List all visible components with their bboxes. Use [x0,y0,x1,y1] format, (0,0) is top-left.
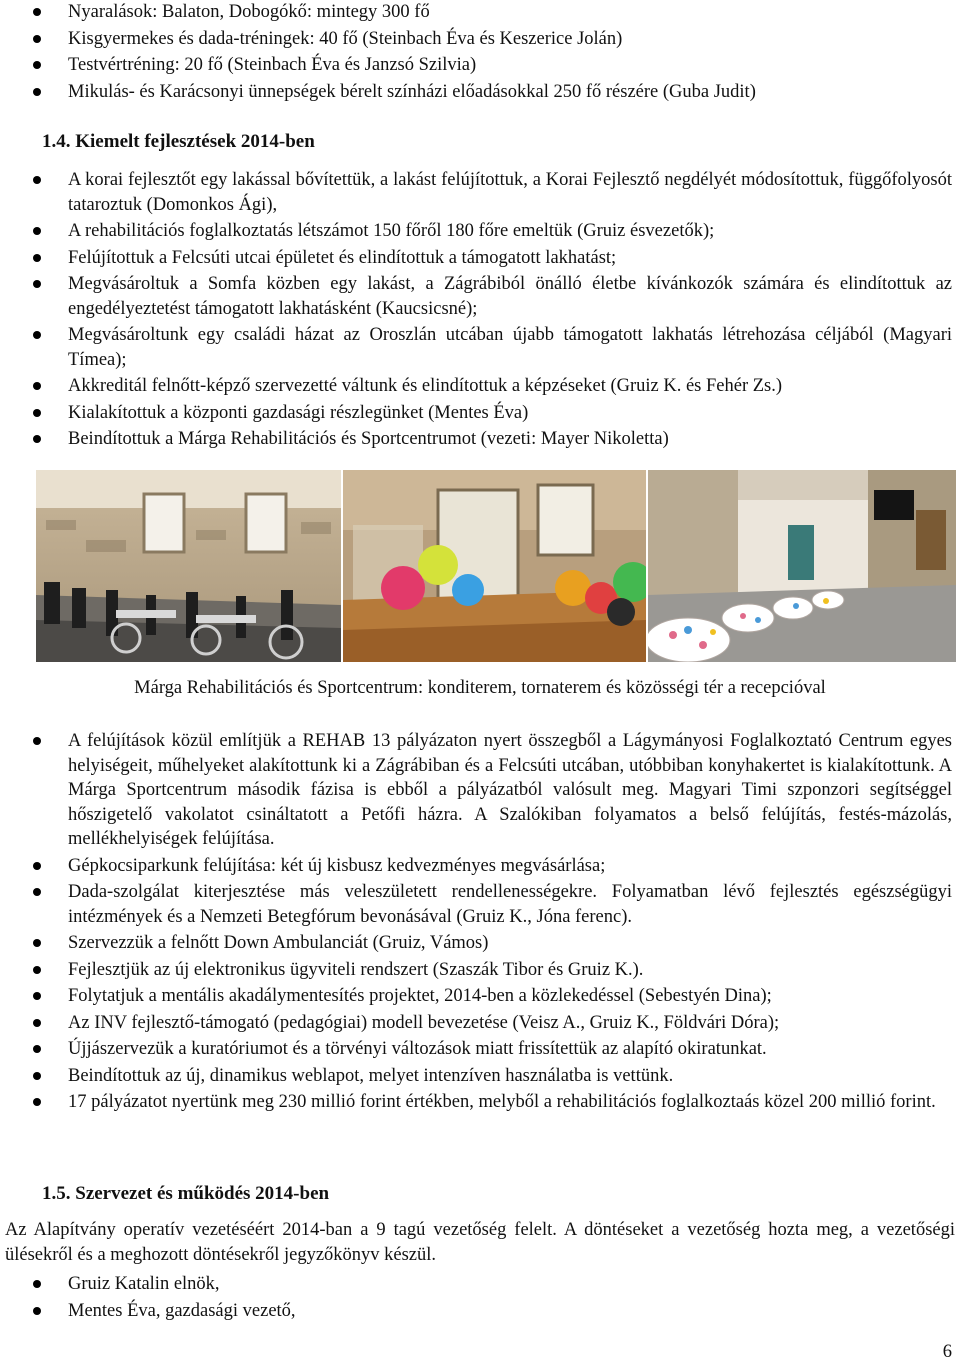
gym-photo [36,470,341,662]
list-item: 17 pályázatot nyertünk meg 230 millió forint értékben, melyből a rehabilitációs foglalkoztaás közel 200 millió forint. [0,1090,960,1115]
list-item: Testvértréning: 20 fő (Steinbach Éva és Janzsó Szilvia) [0,53,960,78]
page-number: 6 [942,1342,952,1362]
list-item: Kisgyermekes és dada-tréningek: 40 fő (Steinbach Éva és Keszerice Jolán) [0,27,960,52]
list-item: A felújítások közül említjük a REHAB 13 pályázaton nyert összegből a Lágymányosi Foglalkoztató Centrum egyes helyiségeit, műhelyeket alakítottunk ki a Zágrábiban és a Felcsúti utcában, utóbbiban konyhakertet is kialakítottunk. A Márga Sportcentrum második fázisa is ebből a pályázatból valósult meg. Magyari Timi szponzori segítséggel hőszigetelő vakolatot csináltatott a Petőfi házra. A Szalókiban folyamatos a belső felújítás, festés-mázolás, mellékhelyiségek felújítása. [0,729,960,852]
photo-strip [36,470,956,662]
section-heading-1-4: 1.4. Kiemelt fejlesztések 2014-ben [42,131,315,152]
list-item: Folytatjuk a mentális akadálymentesítés projektet, 2014-ben a közlekedéssel (Sebestyén Dina); [0,984,960,1009]
section-1-5-bullet-list [0,1272,960,1323]
list-item: Nyaralások: Balaton, Dobogókő: mintegy 300 fő [0,0,960,25]
list-item: Az INV fejlesztő-támogató (pedagógiai) modell bevezetése (Veisz A., Gruiz K., Földvári Dóra); [0,1011,960,1036]
list-item: Fejlesztjük az új elektronikus ügyviteli rendszert (Szaszák Tibor és Gruiz K.). [0,958,960,983]
list-item: Akkreditál felnőtt-képző szervezetté váltunk és elindítottuk a képzéseket (Gruiz K. és Fehér Zs.) [0,374,960,399]
list-item: Kialakítottuk a központi gazdasági részlegünket (Mentes Éva) [0,401,960,426]
list-item: Gépkocsiparkunk felújítása: két új kisbusz kedvezményes megvásárlása; [0,854,960,879]
exercise-hall-photo [343,470,646,662]
lower-bullet-list [0,729,960,1115]
list-item: Gruiz Katalin elnök, [0,1272,960,1297]
list-item: Mikulás- és Karácsonyi ünnepségek bérelt színházi előadásokkal 250 fő részére (Guba Judit) [0,80,960,105]
list-item: Felújítottuk a Felcsúti utcai épületet és elindítottuk a támogatott lakhatást; [0,246,960,271]
list-item: Megvásároltunk egy családi házat az Oroszlán utcában újabb támogatott lakhatás létrehozása céljából (Magyari Tímea); [0,323,960,372]
list-item: Megvásároltuk a Somfa közben egy lakást, a Zágrábiból önálló életbe kívánkozók számára és elindítottuk az engedélyeztetést támogatott lakhatásként (Kaucsicsné); [0,272,960,321]
section-1-4-bullet-list [0,168,960,452]
list-item: Beindítottuk a Márga Rehabilitációs és Sportcentrumot (vezeti: Mayer Nikoletta) [0,427,960,452]
list-item: Mentes Éva, gazdasági vezető, [0,1299,960,1324]
section-heading-1-5: 1.5. Szervezet és működés 2014-ben [42,1183,330,1204]
section-1-5-paragraph: Az Alapítvány operatív vezetéséért 2014-ban a 9 tagú vezetőség felelt. A döntéseket a vezetőség hozta meg, a vezetőségi ülésekről és a meghozott döntésekről jegyzőkönyv készül. [5,1220,955,1265]
list-item: Dada-szolgálat kiterjesztése más veleszületett rendellenességekre. Folyamatban lévő fejlesztés egészségügyi intézmények és a Nemzeti Betegfórum bevonásával (Gruiz K., Jóna ferenc). [0,880,960,929]
list-item: Újjászervezük a kuratóriumot és a törvényi változások miatt frissítettük az alapító okiratunkat. [0,1037,960,1062]
top-bullet-list [0,0,960,104]
photo-caption: Márga Rehabilitációs és Sportcentrum: konditerem, tornaterem és közösségi tér a recepcióval [134,678,826,698]
community-space-photo [648,470,956,662]
list-item: Szervezzük a felnőtt Down Ambulanciát (Gruiz, Vámos) [0,931,960,956]
list-item: A rehabilitációs foglalkoztatás létszámot 150 főről 180 főre emeltük (Gruiz ésvezetők); [0,219,960,244]
list-item: A korai fejlesztőt egy lakással bővítettük, a lakást felújítottuk, a Korai Fejlesztő negdélyét módosítottuk, függőfolyosót tataroztuk (Domonkos Ági), [0,168,960,217]
list-item: Beindítottuk az új, dinamikus weblapot, melyet intenzíven használatba is vettünk. [0,1064,960,1089]
